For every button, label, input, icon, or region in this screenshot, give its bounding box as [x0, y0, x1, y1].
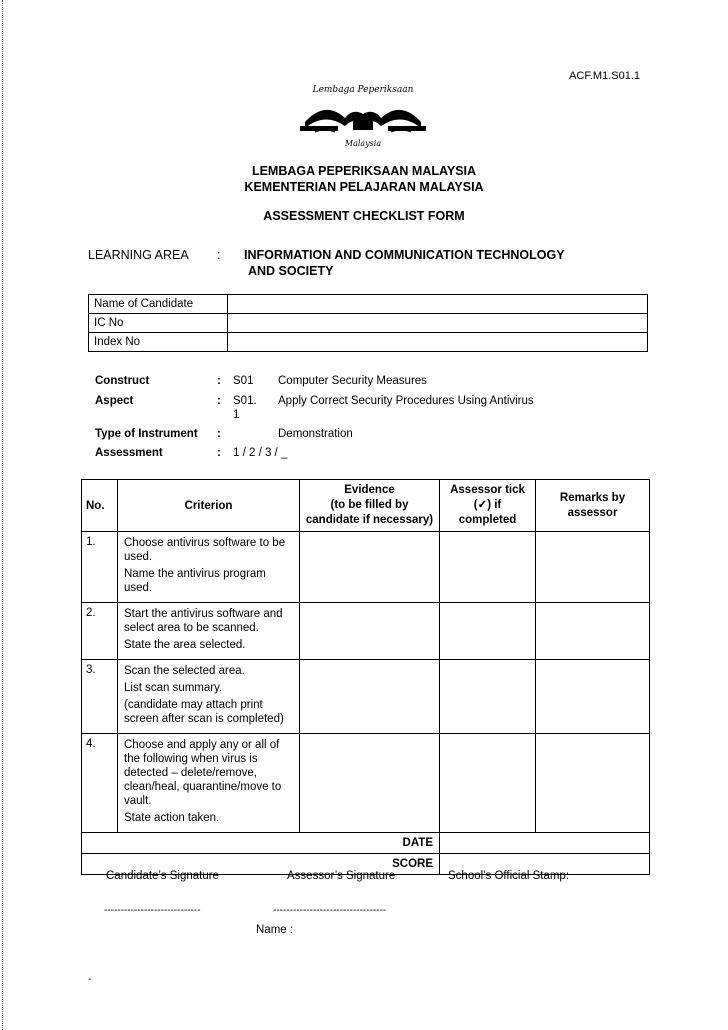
evidence-cell[interactable]	[300, 660, 440, 734]
school-stamp-label: School’s Official Stamp:	[448, 870, 570, 882]
assessor-name-label: Name :	[256, 924, 294, 936]
row-criterion	[118, 603, 300, 660]
row-criterion	[118, 734, 300, 833]
date-field[interactable]	[440, 833, 650, 854]
assessor-signature-line: ----------------------------------	[273, 905, 387, 916]
header-assessor-tick	[440, 480, 536, 532]
instrument-value: Demonstration	[278, 428, 353, 440]
form-code: ACF.M1.S01.1	[569, 70, 640, 82]
header-evidence-2: (to be filled by	[330, 499, 409, 511]
construct-value: Computer Security Measures	[278, 375, 427, 387]
header-no: No.	[82, 480, 118, 532]
ic-no-field[interactable]	[228, 314, 648, 333]
header-tick-1: Assessor tick	[450, 484, 525, 496]
learning-area-label: LEARNING AREA	[88, 248, 189, 262]
candidate-name-label: Name of Candidate	[89, 295, 228, 314]
index-no-field[interactable]	[228, 333, 648, 352]
form-title: ASSESSMENT CHECKLIST FORM	[263, 209, 465, 223]
instrument-colon: :	[217, 428, 221, 440]
criterion-line: Scan the selected area.	[124, 665, 245, 677]
criterion-line: Choose antivirus software to be used.	[124, 537, 286, 563]
evidence-cell[interactable]	[300, 734, 440, 833]
construct-code: S01	[233, 375, 254, 387]
learning-area-value-1: INFORMATION AND COMMUNICATION TECHNOLOGY	[244, 248, 565, 262]
evidence-cell[interactable]	[300, 532, 440, 603]
remarks-cell[interactable]	[536, 603, 650, 660]
assessment-value: 1 / 2 / 3 / _	[233, 447, 288, 459]
aspect-code-2: 1	[233, 409, 240, 421]
table-header-row	[82, 480, 650, 532]
index-no-label: Index No	[89, 333, 228, 352]
aspect-label: Aspect	[95, 395, 134, 407]
table-row	[82, 603, 650, 660]
criterion-line: State the area selected.	[124, 639, 246, 651]
candidate-name-field[interactable]	[228, 295, 648, 314]
remarks-cell[interactable]	[536, 660, 650, 734]
date-row	[82, 833, 650, 854]
construct-colon: :	[217, 375, 221, 387]
logo-text-top: Lembaga Peperiksaan	[312, 85, 414, 95]
logo-text-bottom: Malaysia	[344, 139, 382, 148]
assessor-tick-cell[interactable]	[440, 603, 536, 660]
assessor-tick-cell[interactable]	[440, 532, 536, 603]
ic-no-label: IC No	[89, 314, 228, 333]
instrument-label: Type of Instrument	[95, 428, 198, 440]
header-line2: KEMENTERIAN PELAJARAN MALAYSIA	[244, 180, 484, 194]
checklist-table	[81, 479, 650, 875]
date-label: DATE	[82, 833, 440, 854]
candidate-row	[89, 333, 648, 352]
assessor-tick-cell[interactable]	[440, 734, 536, 833]
row-no: 3.	[82, 660, 118, 734]
header-tick-3: completed	[458, 514, 517, 526]
row-no: 1.	[82, 532, 118, 603]
table-row	[82, 532, 650, 603]
header-criterion: Criterion	[118, 480, 300, 532]
remarks-cell[interactable]	[536, 734, 650, 833]
assessor-signature-label: Assessor’s Signature	[287, 870, 396, 882]
footer-mark: -	[88, 974, 92, 985]
header-remarks-2: assessor	[567, 506, 618, 519]
header-remarks-1: Remarks by	[559, 491, 626, 504]
row-criterion	[118, 532, 300, 603]
learning-area-value-2: AND SOCIETY	[248, 264, 334, 278]
criterion-line: (candidate may attach print screen after scan is completed)	[124, 699, 284, 725]
table-row	[82, 660, 650, 734]
assessor-tick-cell[interactable]	[440, 660, 536, 734]
header-tick-2: (✓) if	[473, 499, 502, 511]
criterion-line: Choose and apply any or all of the following when virus is detected – delete/remove, clean/heal, quarantine/move to vault.	[124, 739, 282, 807]
criterion-line: State action taken.	[124, 812, 220, 824]
row-criterion	[118, 660, 300, 734]
learning-area-colon: :	[217, 248, 221, 262]
header-evidence	[300, 480, 440, 532]
header-remarks	[536, 480, 650, 532]
table-row	[82, 734, 650, 833]
header-evidence-3: candidate if necessary)	[305, 514, 434, 526]
assessment-colon: :	[217, 447, 221, 459]
candidate-signature-label: Candidate’s Signature	[106, 870, 219, 882]
criterion-line: Start the antivirus software and select area to be scanned.	[124, 608, 283, 634]
header-evidence-1: Evidence	[344, 484, 395, 496]
aspect-value: Apply Correct Security Procedures Using Antivirus	[278, 395, 534, 407]
remarks-cell[interactable]	[536, 532, 650, 603]
assessment-label: Assessment	[95, 447, 163, 459]
row-no: 2.	[82, 603, 118, 660]
candidate-details-table	[88, 294, 648, 352]
aspect-code-1: S01.	[233, 395, 257, 407]
evidence-cell[interactable]	[300, 603, 440, 660]
header-line1: LEMBAGA PEPERIKSAAN MALAYSIA	[251, 164, 477, 178]
lpm-logo	[295, 78, 430, 150]
score-label: SCORE	[82, 854, 440, 875]
candidate-row	[89, 314, 648, 333]
aspect-colon: :	[217, 395, 221, 407]
criterion-line: Name the antivirus program used.	[124, 568, 266, 594]
candidate-signature-line: -----------------------------	[104, 905, 201, 916]
candidate-row	[89, 295, 648, 314]
row-no: 4.	[82, 734, 118, 833]
criterion-line: List scan summary.	[124, 682, 223, 694]
construct-label: Construct	[95, 375, 150, 387]
page-edge-dotted-line	[2, 0, 3, 1030]
